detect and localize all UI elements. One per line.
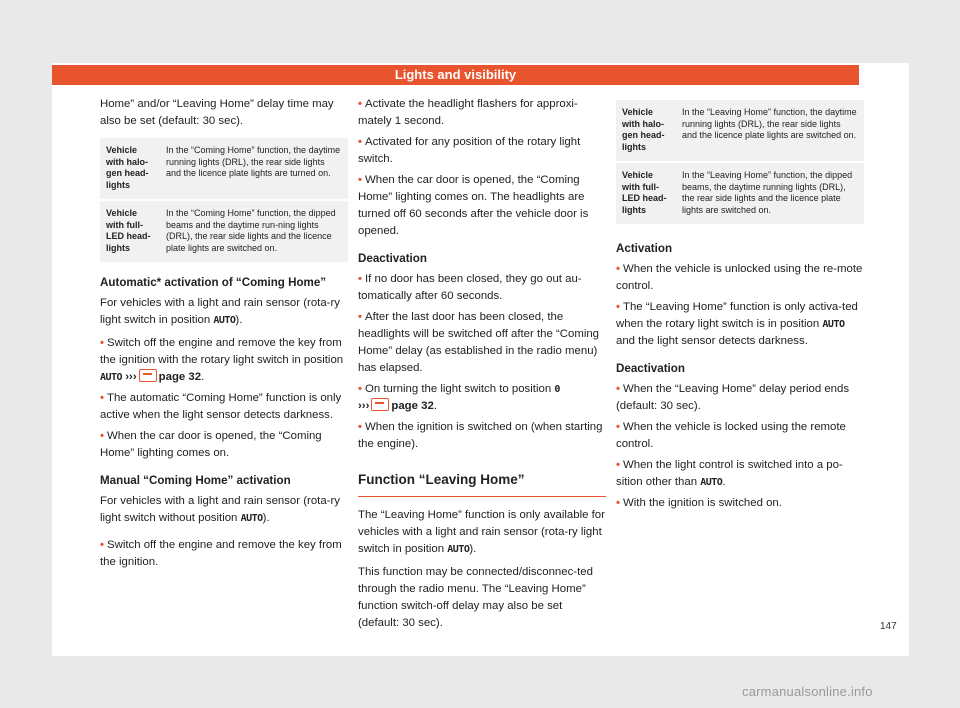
table-row-label: Vehicle with full-LED head-lights xyxy=(100,200,160,263)
list-item: • On turning the light switch to position 0 ››› page 32. xyxy=(358,383,560,412)
arrows-symbol: ››› xyxy=(358,400,370,412)
section-title-leaving-home: Function “Leaving Home” xyxy=(358,471,606,497)
bullet-icon: • xyxy=(616,421,620,433)
bullet-icon: • xyxy=(100,337,104,349)
list-item: • Switch off the engine and remove the key from the ignition. xyxy=(100,539,342,568)
auto-symbol: AUTO xyxy=(822,319,845,330)
column-1 xyxy=(100,96,348,575)
book-reference-icon xyxy=(139,369,157,382)
auto-symbol: AUTO xyxy=(100,372,123,383)
intro-text: Home” and/or “Leaving Home” delay time may also be set (default: 30 sec). xyxy=(100,98,334,127)
list-item: • When the vehicle is locked using the remote control. xyxy=(616,421,846,450)
page-reference-link[interactable]: page 32 xyxy=(158,371,202,383)
deactivation-heading: Deactivation xyxy=(358,252,427,265)
page-number: 147 xyxy=(880,621,897,632)
bullet-icon: • xyxy=(358,311,362,323)
bullet-icon: • xyxy=(100,392,104,404)
list-item: • When the vehicle is unlocked using the re-mote control. xyxy=(616,263,863,292)
list-item: • When the car door is opened, the “Coming Home” lighting comes on. xyxy=(100,430,322,459)
auto-activation-heading: Automatic* activation of “Coming Home” xyxy=(100,276,327,289)
bullet-icon: • xyxy=(100,539,104,551)
list-item: • When the light control is switched into a po-sition other than AUTO. xyxy=(616,459,843,488)
table-row xyxy=(100,138,348,200)
book-reference-icon xyxy=(371,398,389,411)
bullet-icon: • xyxy=(358,136,362,148)
bullet-icon: • xyxy=(616,497,620,509)
bullet-icon: • xyxy=(358,421,362,433)
table-row-text: In the “Coming Home” function, the dipped beams and the daytime run-ning lights (DRL), the rear side lights and the licence plate lights are switched on. xyxy=(160,200,348,263)
auto-symbol: AUTO xyxy=(447,544,470,555)
page-reference-link[interactable]: page 32 xyxy=(391,400,434,412)
activation-heading: Activation xyxy=(616,242,673,255)
arrows-symbol: ››› xyxy=(125,371,137,383)
position-zero-symbol: 0 xyxy=(554,384,560,395)
table-row xyxy=(100,200,348,263)
auto-symbol: AUTO xyxy=(213,315,236,326)
deactivation-heading: Deactivation xyxy=(616,362,685,375)
auto-symbol: AUTO xyxy=(700,477,723,488)
list-item: • If no door has been closed, they go out au-tomatically after 60 seconds. xyxy=(358,273,582,302)
list-item: • The “Leaving Home” function is only activa-ted when the rotary light switch is in position AUTO and the light sensor detects darkness. xyxy=(616,301,858,347)
bullet-icon: • xyxy=(358,383,362,395)
list-item: • Activate the headlight flashers for approxi-mately 1 second. xyxy=(358,98,578,127)
auto-symbol: AUTO xyxy=(240,513,263,524)
table-row-label: Vehicle with halo-gen head-lights xyxy=(100,138,160,200)
table-row-label: Vehicle with halo-gen head-lights xyxy=(616,100,676,162)
manual-activation-intro: For vehicles with a light and rain sensor (rota-ry light switch without position AUTO). xyxy=(100,495,340,524)
watermark-text: carmanualsonline.info xyxy=(742,684,873,699)
table-row xyxy=(616,162,864,225)
list-item: • With the ignition is switched on. xyxy=(616,497,782,509)
list-item: • When the ignition is switched on (when starting the engine). xyxy=(358,421,603,450)
list-item: • The automatic “Coming Home” function is only active when the light sensor detects darkness. xyxy=(100,392,342,421)
list-item: • When the “Leaving Home” delay period ends (default: 30 sec). xyxy=(616,383,850,412)
list-item: • After the last door has been closed, the headlights will be switched off after the “Coming Home” delay (as established in the radio menu) has elapsed. xyxy=(358,311,600,374)
bullet-icon: • xyxy=(616,263,620,275)
leaving-home-table xyxy=(616,100,864,226)
table-row-text: In the “Leaving Home” function, the dipped beams, the daytime running lights (DRL), the rear side lights and the licence plate lights are switched on. xyxy=(676,162,864,225)
column-3 xyxy=(616,100,864,516)
table-row-text: In the “Leaving Home” function, the daytime running lights (DRL), the rear side lights and the licence plate lights are switched on. xyxy=(676,100,864,162)
bullet-icon: • xyxy=(616,301,620,313)
list-item: • When the car door is opened, the “Coming Home” lighting comes on. The headlights are turned off 60 seconds after the vehicle door is opened. xyxy=(358,174,589,237)
manual-activation-heading: Manual “Coming Home” activation xyxy=(100,474,291,487)
bullet-icon: • xyxy=(358,98,362,110)
bullet-icon: • xyxy=(358,174,362,186)
column-2 xyxy=(358,96,606,638)
leaving-home-paragraph: This function may be connected/disconnec-ted through the radio menu. The “Leaving Home” function switch-off delay may also be set (default: 30 sec). xyxy=(358,566,593,629)
list-item: • Activated for any position of the rotary light switch. xyxy=(358,136,581,165)
bullet-icon: • xyxy=(616,383,620,395)
bullet-icon: • xyxy=(616,459,620,471)
table-row-text: In the “Coming Home” function, the daytime running lights (DRL), the rear side lights and the licence plate lights are turned on. xyxy=(160,138,348,200)
bullet-icon: • xyxy=(100,430,104,442)
list-item: • Switch off the engine and remove the key from the ignition with the rotary light switch in position AUTO ››› page 32. xyxy=(100,337,344,383)
leaving-home-paragraph: The “Leaving Home” function is only available for vehicles with a light and rain sensor (rota-ry light switch in position AUTO). xyxy=(358,509,605,555)
bullet-icon: • xyxy=(358,273,362,285)
table-row-label: Vehicle with full-LED head-lights xyxy=(616,162,676,225)
table-row xyxy=(616,100,864,162)
auto-activation-intro: For vehicles with a light and rain sensor (rota-ry light switch in position AUTO). xyxy=(100,297,340,326)
coming-home-table xyxy=(100,138,348,264)
page-header: Lights and visibility xyxy=(52,65,859,85)
